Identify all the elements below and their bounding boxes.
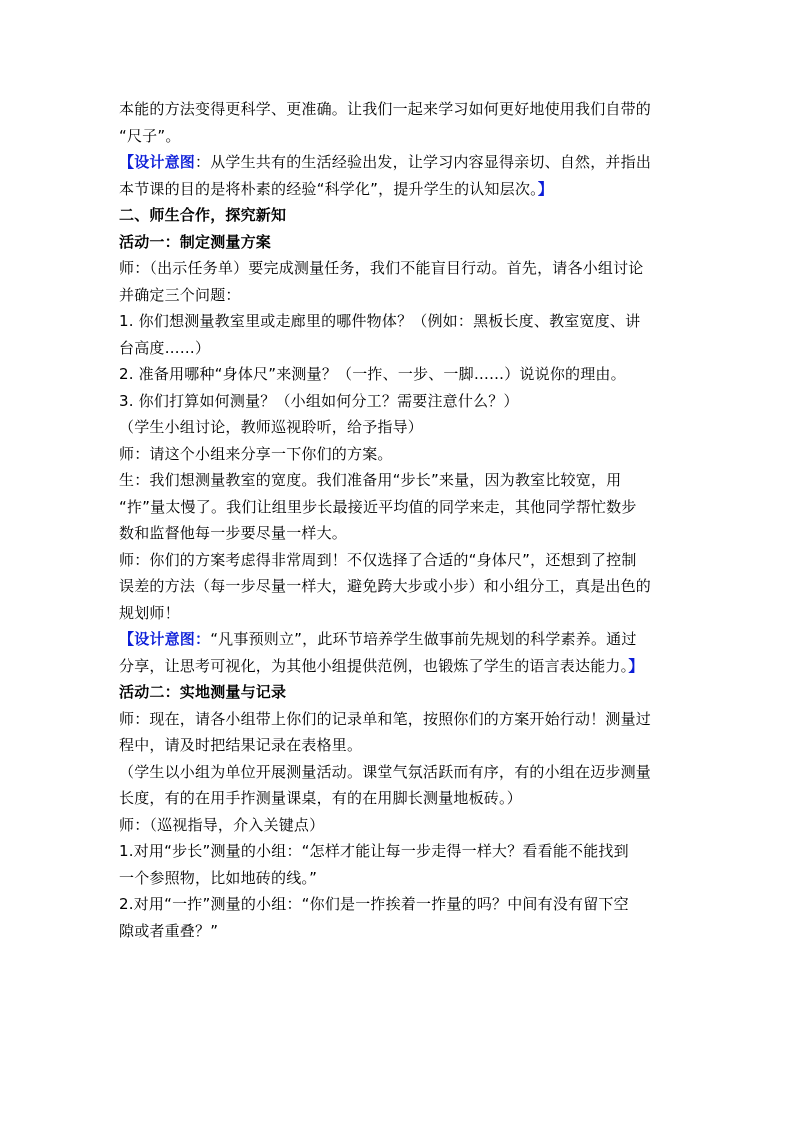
design-intent-line xyxy=(119,653,679,680)
line-text: 本节课的目的是将朴素的经验“科学化”，提升学生的认知层次。 xyxy=(119,179,538,198)
list-item-line xyxy=(119,891,679,918)
line-text: 台高度……） xyxy=(119,338,211,357)
paragraph-line xyxy=(119,123,679,150)
document-body xyxy=(119,96,679,944)
paragraph-line xyxy=(119,467,679,494)
list-item-line xyxy=(119,361,679,388)
design-intent-line xyxy=(119,149,679,176)
paragraph-line xyxy=(119,732,679,759)
paragraph-line xyxy=(119,600,679,627)
line-text: 1. 你们想测量教室里或走廊里的哪件物体？（例如：黑板长度、教室宽度、讲 xyxy=(119,312,641,330)
paragraph-line xyxy=(119,520,679,547)
heading-text: 活动一：制定测量方案 xyxy=(119,232,272,251)
paragraph-line xyxy=(119,759,679,786)
design-intent-line xyxy=(119,626,679,653)
paragraph-line xyxy=(119,706,679,733)
design-intent-close-bracket: 】 xyxy=(537,179,554,198)
line-text: 2.对用“一拃”测量的小组：“你们是一拃挨着一拃量的吗？中间有没有留下空 xyxy=(119,895,629,913)
line-text: 师：请这个小组来分享一下你们的方案。 xyxy=(119,444,393,463)
list-item-line xyxy=(119,865,679,892)
paragraph-line xyxy=(119,255,679,282)
activity-heading xyxy=(119,229,679,256)
list-item-line xyxy=(119,838,679,865)
line-text: 师：你们的方案考虑得非常周到！不仅选择了合适的“身体尺”，还想到了控制 xyxy=(119,550,637,569)
paragraph-line xyxy=(119,812,679,839)
line-text: 2. 准备用哪种“身体尺”来测量？（一拃、一步、一脚……）说说你的理由。 xyxy=(119,365,626,383)
heading-text: 二、师生合作，探究新知 xyxy=(119,206,287,224)
paragraph-line xyxy=(119,414,679,441)
design-intent-label: 【设计意图 xyxy=(119,153,196,171)
line-text: “凡事预则立”，此环节培养学生做事前先规划的科学素养。通过 xyxy=(210,630,637,648)
line-text: 程中，请及时把结果记录在表格里。 xyxy=(119,736,363,754)
paragraph-line xyxy=(119,282,679,309)
paragraph-line xyxy=(119,573,679,600)
line-text: 规划师！ xyxy=(119,603,180,622)
line-text: 师：（巡视指导，介入关键点） xyxy=(119,815,325,834)
line-text: 误差的方法（每一步尽量一样大，避免跨大步或小步）和小组分工，真是出色的 xyxy=(119,577,652,595)
line-text: 师：现在，请各小组带上你们的记录单和笔，按照你们的方案开始行动！测量过 xyxy=(119,709,652,728)
line-text: 一个参照物，比如地砖的线。” xyxy=(119,868,318,887)
paragraph-line xyxy=(119,441,679,468)
line-text: （学生以小组为单位开展测量活动。课堂气氛活跃而有序，有的小组在迈步测量 xyxy=(119,762,652,781)
line-text: （学生小组讨论，教师巡视聆听，给予指导） xyxy=(119,418,424,436)
line-text: 3. 你们打算如何测量？（小组如何分工？需要注意什么？） xyxy=(119,391,519,410)
line-text: 并确定三个问题： xyxy=(119,285,241,304)
line-text: 长度，有的在用手拃测量课桌，有的在用脚长测量地板砖。） xyxy=(119,789,522,807)
design-intent-close-bracket: 】 xyxy=(628,656,644,675)
line-text: 本能的方法变得更科学、更准确。让我们一起来学习如何更好地使用我们自带的 xyxy=(119,100,652,118)
line-text: 隙或者重叠？” xyxy=(119,921,219,940)
design-intent-line xyxy=(119,176,679,203)
list-item-line xyxy=(119,388,679,415)
line-text: ：从学生共有的生活经验出发，让学习内容显得亲切、自然，并指出 xyxy=(195,153,652,171)
line-text: 分享，让思考可视化，为其他小组提供范例，也锻炼了学生的语言表达能力。 xyxy=(119,656,629,675)
list-item-line xyxy=(119,308,679,335)
line-text: “拃”量太慢了。我们让组里步长最接近平均值的同学来走，其他同学帮忙数步 xyxy=(119,497,637,516)
line-text: 1.对用“步长”测量的小组：“怎样才能让每一步走得一样大？看看能不能找到 xyxy=(119,842,629,860)
line-text: 师：（出示任务单）要完成测量任务，我们不能盲目行动。首先，请各小组讨论 xyxy=(119,259,644,277)
list-item-line xyxy=(119,918,679,945)
section-heading xyxy=(119,202,679,229)
paragraph-line xyxy=(119,785,679,812)
line-text: 数和监督他每一步要尽量一样大。 xyxy=(119,524,348,542)
paragraph-line xyxy=(119,494,679,521)
paragraph-line xyxy=(119,96,679,123)
line-text: 生：我们想测量教室的宽度。我们准备用“步长”来量，因为教室比较宽，用 xyxy=(119,471,622,489)
paragraph-line xyxy=(119,547,679,574)
list-item-line xyxy=(119,335,679,362)
design-intent-label: 【设计意图： xyxy=(119,630,211,648)
activity-heading xyxy=(119,679,679,706)
line-text: “尺子”。 xyxy=(119,126,181,145)
heading-text: 活动二：实地测量与记录 xyxy=(119,683,287,701)
